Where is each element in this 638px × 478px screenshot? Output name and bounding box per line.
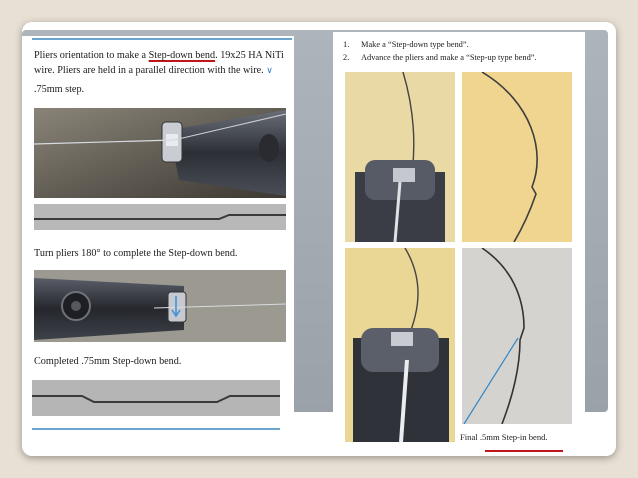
caption1-line3: .75mm step. [34,84,85,95]
final-step-in-label: Final .5mm Step-in bend. [460,432,548,442]
wire-photo-6 [462,248,572,424]
photo-step-up-wire [462,72,572,242]
bottom-rule [32,428,280,430]
caption-turn-pliers: Turn pliers 180° to complete the Step-down bend. [34,248,238,259]
caption-completed-bend: Completed .75mm Step-down bend. [34,356,182,367]
top-rule [32,38,292,40]
caption1-text-a: Pliers orientation to make a [34,50,149,61]
caption-step-down-orientation [34,48,296,97]
red-underline [485,450,563,452]
photo-completed-wire [32,380,280,416]
caption1-line2: wire. Pliers are held in a parallel direction with the wire. [34,65,264,76]
photo-pliers-turned [34,270,286,342]
photo-final-wire [462,248,572,424]
chevron-down-icon[interactable]: ∨ [266,66,273,76]
wire-strip-1 [34,204,286,230]
wire-strip-2 [32,380,280,416]
pliers-photo-3 [345,72,455,242]
caption1-text-b: . 19x25 HA NiTi [215,50,284,61]
wire-photo-4 [462,72,572,242]
pliers-photo-5 [345,248,455,442]
right-page [333,32,585,456]
pliers-photo-2 [34,270,286,342]
photo-pliers-orientation [34,108,286,198]
caption1-highlight: Step-down bend [148,50,216,61]
photo-step-up-pliers [345,248,455,442]
step-item: 1. Make a “Step-down type bend”. [343,40,469,49]
step-item: 2. Advance the pliers and make a “Step-up type bend”. [343,53,537,62]
photo-wire-step [34,204,286,230]
pliers-photo-1 [34,108,286,198]
left-page [22,36,294,436]
steps-list [343,38,537,64]
photo-step-down-pliers [345,72,455,242]
